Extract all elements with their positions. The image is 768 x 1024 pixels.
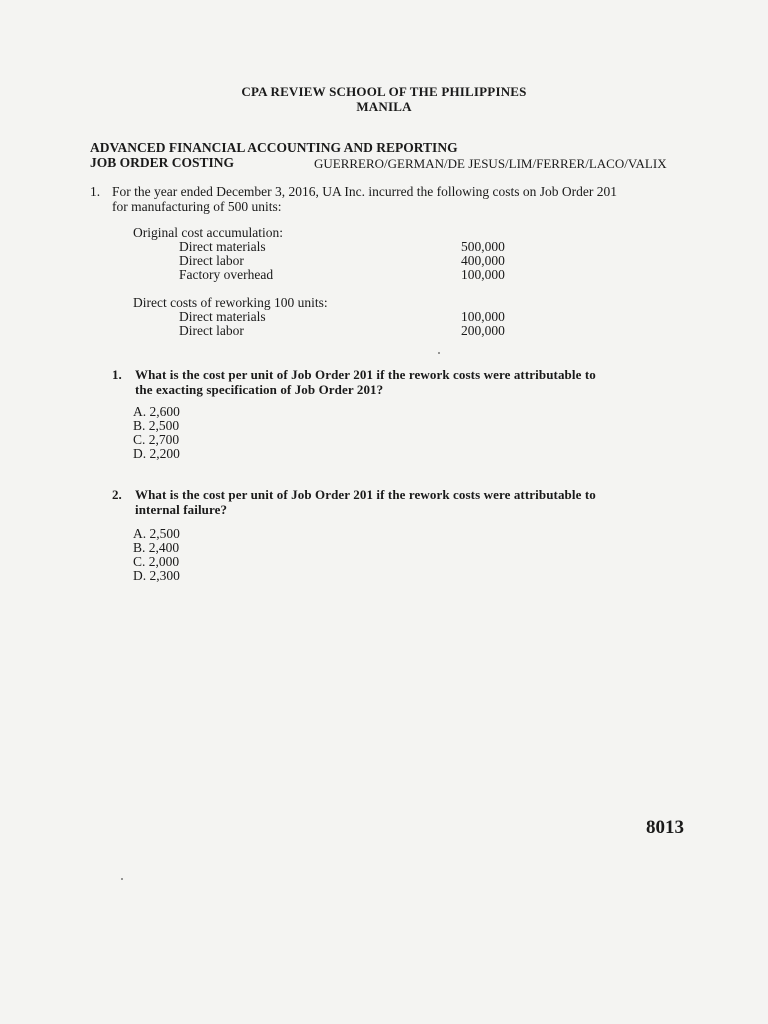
cost-amount: 400,000 — [461, 253, 505, 268]
question-number: 2. — [112, 487, 122, 502]
cost-label: Factory overhead — [179, 267, 274, 282]
cost-amount: 100,000 — [461, 309, 505, 324]
school-city: MANILA — [356, 99, 412, 114]
scan-speck — [438, 352, 440, 354]
cost-label: Direct labor — [179, 323, 244, 338]
cost-label: Direct labor — [179, 253, 244, 268]
cost-label: Direct materials — [179, 309, 266, 324]
cost-row — [179, 239, 529, 254]
cost-label: Direct materials — [179, 239, 266, 254]
page-number: 8013 — [646, 817, 684, 838]
answer-choice: C. 2,000 — [133, 554, 180, 569]
question-line-1: What is the cost per unit of Job Order 201 if the rework costs were attributable to — [135, 487, 596, 502]
question-text — [135, 367, 695, 397]
school-name: CPA REVIEW SCHOOL OF THE PHILIPPINES — [241, 84, 527, 99]
answer-choice: A. 2,500 — [133, 526, 180, 541]
question-line-2: the exacting specification of Job Order 201? — [135, 382, 384, 397]
cost-row — [179, 253, 529, 268]
question-line-2: internal failure? — [135, 502, 228, 517]
problem-line-2: for manufacturing of 500 units: — [112, 199, 282, 214]
answer-choice: A. 2,600 — [133, 404, 180, 419]
problem-line-1: For the year ended December 3, 2016, UA Inc. incurred the following costs on Job Order 201 — [112, 184, 617, 199]
question-number: 1. — [112, 367, 122, 382]
subject-title: ADVANCED FINANCIAL ACCOUNTING AND REPORTING — [90, 140, 458, 155]
cost-row — [179, 267, 529, 282]
problem-statement — [112, 184, 692, 214]
answer-choice: D. 2,300 — [133, 568, 180, 583]
rework-cost-title: Direct costs of reworking 100 units: — [133, 295, 328, 310]
topic-title: JOB ORDER COSTING — [90, 155, 235, 170]
cost-amount: 200,000 — [461, 323, 505, 338]
cost-amount: 100,000 — [461, 267, 505, 282]
cost-row — [179, 309, 529, 324]
cost-row — [179, 323, 529, 338]
problem-number: 1. — [90, 184, 101, 199]
answer-choice: C. 2,700 — [133, 432, 180, 447]
answer-choice: B. 2,400 — [133, 540, 180, 555]
authors-line: GUERRERO/GERMAN/DE JESUS/LIM/FERRER/LACO/VALIX — [314, 156, 667, 171]
scan-speck — [121, 878, 123, 880]
cost-amount: 500,000 — [461, 239, 505, 254]
original-cost-title: Original cost accumulation: — [133, 225, 283, 240]
question-line-1: What is the cost per unit of Job Order 201 if the rework costs were attributable to — [135, 367, 596, 382]
answer-choice: B. 2,500 — [133, 418, 180, 433]
answer-choice: D. 2,200 — [133, 446, 180, 461]
question-text — [135, 487, 695, 517]
